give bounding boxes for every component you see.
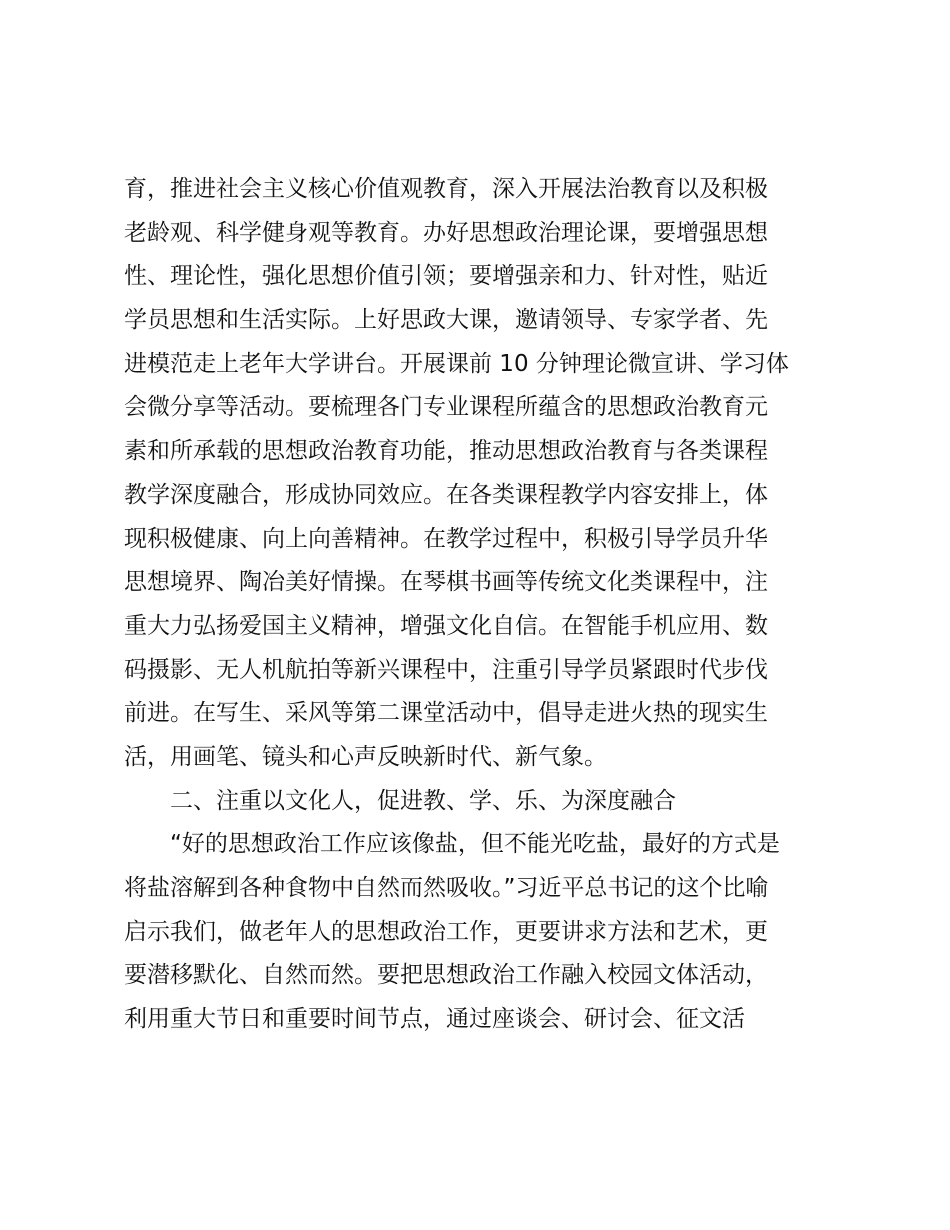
text-line: 育，推进社会主义核心价值观教育，深入开展法治教育以及积极 — [124, 176, 768, 202]
text-line: 前进。在写生、采风等第二课堂活动中，倡导走进火热的现实生 — [124, 700, 768, 727]
text-line: 现积极健康、向上向善精神。在教学过程中，积极引导学员升华 — [124, 525, 768, 552]
text-line: 重大力弘扬爱国主义精神，增强文化自信。在智能手机应用、数 — [124, 612, 768, 639]
text-line: 思想境界、陶冶美好情操。在琴棋书画等传统文化类课程中，注 — [124, 569, 768, 596]
text-line: “好的思想政治工作应该像盐，但不能光吃盐，最好的方式是 — [170, 831, 780, 858]
text-line: 活，用画笔、镜头和心声反映新时代、新气象。 — [124, 743, 607, 770]
text-line: 利用重大节日和重要时间节点，通过座谈会、研讨会、征文活 — [124, 1006, 745, 1033]
text-line: 性、理论性，强化思想价值引领；要增强亲和力、针对性，贴近 — [124, 263, 768, 290]
text-line: 老龄观、科学健身观等教育。办好思想政治理论课，要增强思想 — [124, 219, 768, 246]
text-line: 会微分享等活动。要梳理各门专业课程所蕴含的思想政治教育元 — [124, 394, 768, 421]
text-line: 启示我们，做老年人的思想政治工作，更要讲求方法和艺术，更 — [124, 918, 768, 945]
text-line: 码摄影、无人机航拍等新兴课程中，注重引导学员紧跟时代步伐 — [124, 656, 768, 683]
document-page — [124, 168, 836, 1042]
paragraph-2 — [124, 823, 836, 1041]
text-line: 教学深度融合，形成协同效应。在各类课程教学内容安排上，体 — [124, 481, 768, 508]
section-heading: 二、注重以文化人，促进教、学、乐、为深度融合 — [170, 787, 676, 814]
text-line: 学员思想和生活实际。上好思政大课，邀请领导、专家学者、先 — [124, 307, 768, 334]
text-line: 要潜移默化、自然而然。要把思想政治工作融入校园文体活动， — [124, 962, 768, 989]
text-line: 素和所承载的思想政治教育功能，推动思想政治教育与各类课程 — [124, 438, 768, 465]
text-line: 进模范走上老年大学讲台。开展课前 10 分钟理论微宣讲、学习体 — [124, 350, 789, 377]
paragraph-1 — [124, 168, 836, 780]
text-line: 将盐溶解到各种食物中自然而然吸收。”习近平总书记的这个比喻 — [124, 875, 769, 901]
